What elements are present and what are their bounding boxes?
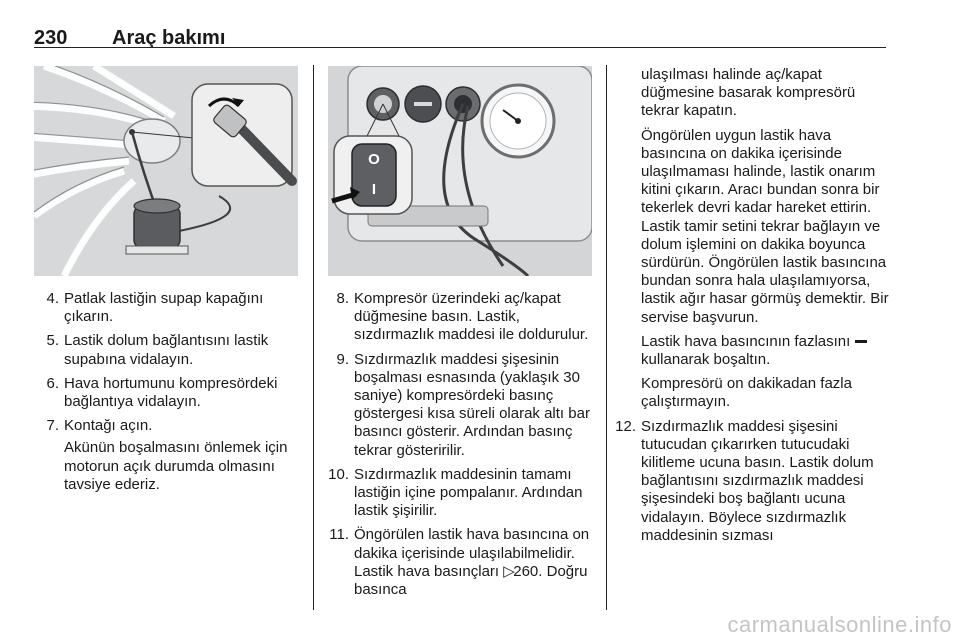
- step-number: 6.: [46, 374, 59, 392]
- step-text-continued: . Doğru basınca: [354, 562, 588, 599]
- column-1: [34, 290, 302, 500]
- step-5: [34, 332, 302, 368]
- watermark: carmanualsonline.info: [727, 612, 952, 637]
- page-header: [34, 10, 886, 50]
- step-number: 4.: [46, 290, 59, 307]
- step-number: 10.: [328, 465, 349, 483]
- figure-compressor-hose: [34, 66, 298, 276]
- step-text: Patlak lastiğin supap kapağını çıkarın.: [64, 290, 264, 326]
- column-3: [611, 66, 891, 551]
- step-text: Sızdırmazlık maddesi şişesini tutucudan çıkarırken tutucudaki kilitleme ucuna basın. Lastik dolum bağlantısını sızdırmazlık maddesi şişesindeki boş bağlantı ucuna vidalayın. Böylece sızdırmazlık maddesinin sızması: [641, 417, 874, 544]
- step-12: [611, 418, 891, 545]
- column-divider-1: [313, 65, 314, 610]
- step-6: [34, 375, 302, 411]
- figure-1-drawing: [34, 66, 298, 276]
- step-10: [316, 466, 598, 521]
- step-7: [34, 417, 302, 494]
- column-2: [316, 290, 598, 605]
- step-9: [316, 351, 598, 460]
- step-number: 12.: [615, 417, 636, 435]
- paragraph-warning: Kompresörü on dakikadan fazla çalıştırmayın.: [641, 375, 852, 411]
- step-number: 7.: [46, 417, 59, 435]
- paragraph-text-continued: kullanarak boşaltın.: [641, 351, 771, 369]
- header-rule: [34, 47, 886, 48]
- step-number: 9.: [336, 350, 349, 368]
- step-text: Öngörülen lastik hava basıncına on dakika içerisinde ulaşılabilmelidir. Lastik hava basınçları: [354, 526, 590, 580]
- page-number: 230: [34, 27, 68, 49]
- figure-compressor-switch: [328, 66, 592, 276]
- step-number: 5.: [46, 332, 59, 350]
- switch-on-symbol: I: [371, 181, 377, 198]
- paragraph-release-pressure: [611, 333, 891, 369]
- step-8: [316, 290, 598, 345]
- step-text: Sızdırmazlık maddesinin tamamı lastiğin içine pompalanır. Ardından lastik şişirilir.: [354, 465, 583, 520]
- continued-paragraph: ulaşılması halinde aç/kapat düğmesine basarak kompresörü tekrar kapatın.: [641, 66, 856, 120]
- switch-off-symbol: O: [368, 151, 380, 168]
- step-text: Hava hortumunu kompresördeki bağlantıya vidalayın.: [64, 374, 278, 411]
- paragraph-repeat-procedure: Öngörülen uygun lastik hava basıncına on dakika içerisinde ulaşılmaması halinde, lastik onarım kitini çıkarın. Aracı bundan sonra bir tekerlek devri kadar hareket ettirin. Lastik tamir setini tekrar bağlayın ve dolum işlemini on dakika boyunca sürdürün. Öngörülen lastik basıncına bundan sonra hala ulaşılamıyorsa, lastik ağır hasar görmüş demektir. Bir servise başvurun.: [641, 126, 889, 326]
- minus-button-icon: [855, 340, 867, 343]
- step-text: Kompresör üzerindeki aç/kapat düğmesine basın. Lastik, sızdırmazlık maddesi ile doldurulur.: [354, 290, 589, 344]
- step-text: Lastik dolum bağlantısını lastik supabına vidalayın.: [64, 332, 269, 368]
- step-text: Sızdırmazlık maddesi şişesinin boşalması esnasında (yaklaşık 30 saniye) kompresördeki basınç göstergesi kısa süreli olarak altı bar basıncı gösterir. Ardından basınç tekrar gösteririlir.: [354, 350, 590, 459]
- page-title: Araç bakımı: [112, 27, 226, 49]
- page-ref-number[interactable]: 260: [513, 562, 539, 580]
- figure-2-drawing: [328, 66, 592, 276]
- step-7-note: Akünün boşalmasını önlemek için motorun açık durumda olmasını tavsiye ederiz.: [64, 439, 288, 493]
- paragraph-text: Lastik hava basıncının fazlasını: [641, 332, 851, 350]
- step-11: [316, 526, 598, 599]
- step-4: [34, 290, 302, 326]
- step-number: 11.: [329, 526, 349, 544]
- column-divider-2: [606, 65, 607, 610]
- step-number: 8.: [336, 290, 349, 307]
- step-text: Kontağı açın.: [64, 417, 153, 435]
- page-ref-icon[interactable]: ▷: [503, 562, 515, 580]
